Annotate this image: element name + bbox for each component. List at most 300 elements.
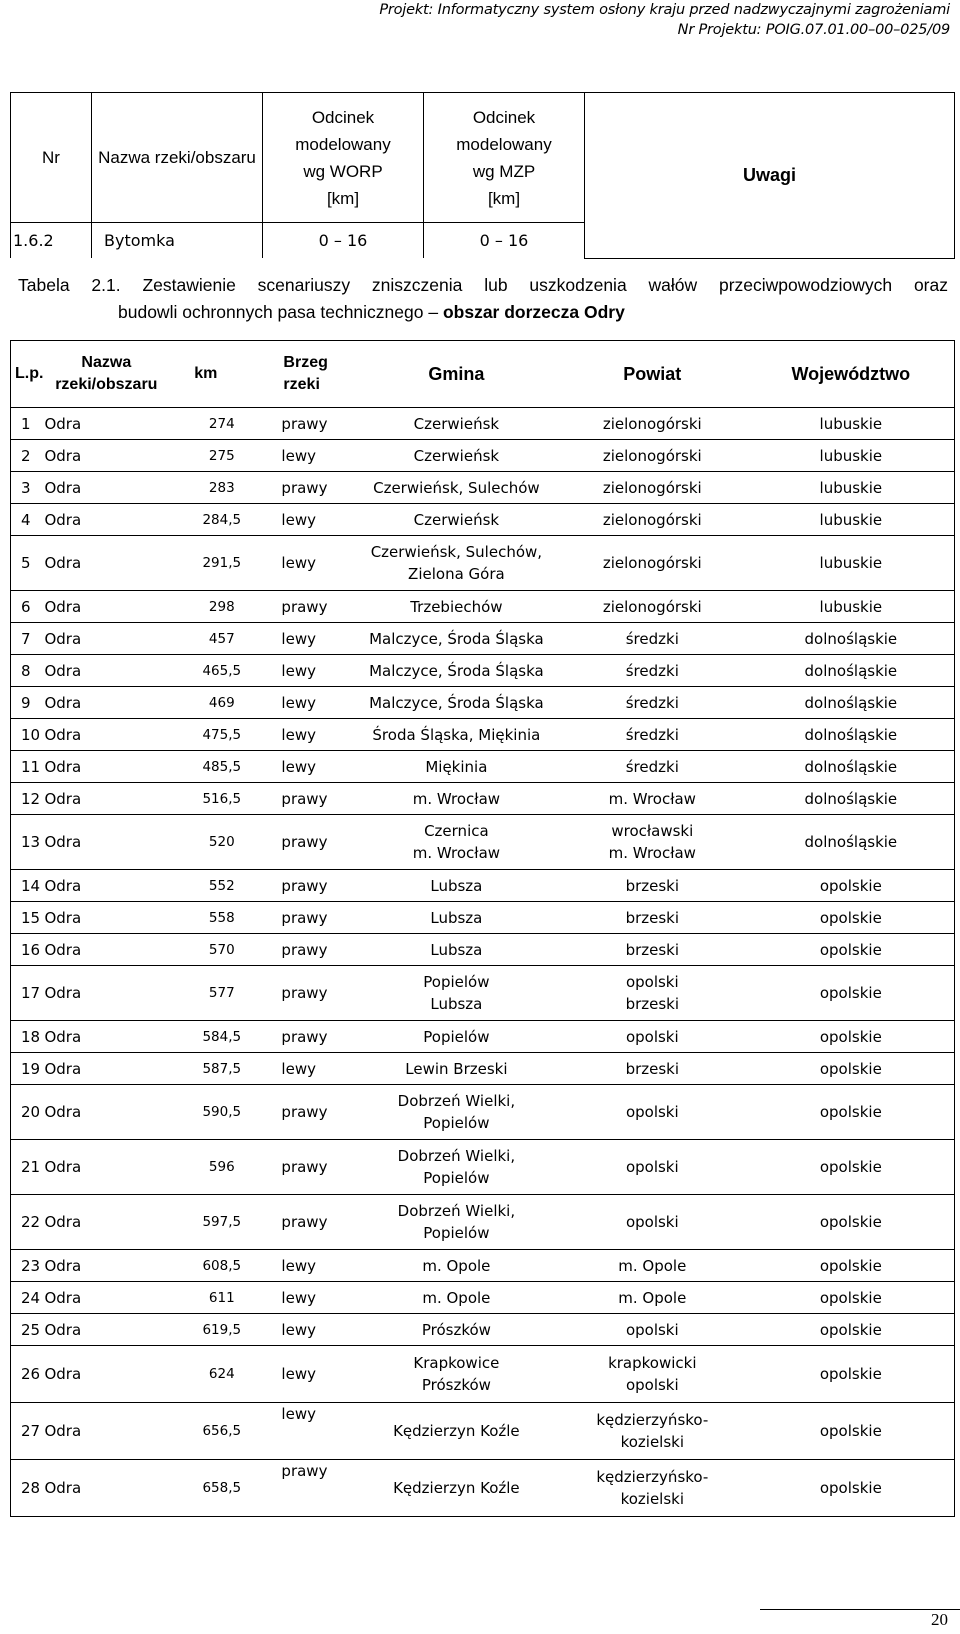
cell-wojewodztwo: lubuskie [748, 536, 955, 591]
cell-rzeka: Odra [44, 687, 168, 719]
cell-gmina-line: m. Wrocław [412, 789, 501, 808]
cell-powiat-line: brzeski [625, 995, 680, 1013]
cell-brzeg: prawy [275, 408, 355, 440]
caption-label: Tabela 2.1. [18, 275, 121, 295]
cell-gmina-line: Czerwieńsk [413, 510, 500, 529]
cell-brzeg: lewy [275, 440, 355, 472]
cell-gmina-line: Zielona Góra [408, 565, 505, 583]
cell-gmina-line: Trzebiechów [410, 597, 503, 616]
cell-km: 516,5 [168, 783, 275, 815]
cell-powiat-line: zielonogórski [602, 510, 702, 529]
cell-powiat [557, 1140, 748, 1195]
cell-powiat [557, 902, 748, 934]
cell-gmina [356, 751, 557, 783]
cell-brzeg: lewy [275, 1346, 355, 1403]
table-row [11, 1085, 955, 1140]
table-row [11, 902, 955, 934]
table-row [11, 1053, 955, 1085]
cell-brzeg: prawy [275, 815, 355, 870]
cell-gmina-line: Czerwieńsk [413, 414, 500, 433]
table-row [11, 1403, 955, 1460]
table-row [11, 536, 955, 591]
cell-gmina [356, 504, 557, 536]
col-worp-line: Odcinek [311, 107, 375, 127]
cell-powiat-line: m. Opole [618, 1256, 687, 1275]
cell-rzeka: Odra [44, 1140, 168, 1195]
table-row [11, 1346, 955, 1403]
cell-gmina-line: Krapkowice [413, 1354, 500, 1372]
cell-rzeka: Odra [44, 504, 168, 536]
cell-brzeg: lewy [275, 719, 355, 751]
cell-powiat [557, 934, 748, 966]
cell-gmina [356, 1346, 557, 1403]
cell-powiat [557, 966, 748, 1021]
cell-km: 624 [168, 1346, 275, 1403]
cell-gmina-line: Lubsza [430, 940, 483, 959]
header-nazwa-line: rzeki/obszaru [55, 376, 158, 393]
cell-powiat-line: opolski [625, 1213, 679, 1231]
cell-brzeg: lewy [275, 1053, 355, 1085]
cell-km: 608,5 [168, 1250, 275, 1282]
cell-powiat-line: średzki [625, 725, 679, 744]
table-row [11, 687, 955, 719]
cell-powiat [557, 870, 748, 902]
cell-wojewodztwo: dolnośląskie [748, 719, 955, 751]
row-nazwa: Bytomka [92, 223, 263, 259]
cell-powiat-line: kozielski [620, 1490, 685, 1508]
cell-gmina [356, 472, 557, 504]
cell-gmina [356, 408, 557, 440]
cell-rzeka: Odra [44, 751, 168, 783]
cell-lp: 5 [11, 536, 45, 591]
header-lp: L.p. [11, 341, 45, 408]
cell-wojewodztwo: opolskie [748, 1140, 955, 1195]
cell-gmina-line: Lubsza [430, 995, 483, 1013]
cell-powiat-line: średzki [625, 661, 679, 680]
cell-km: 570 [168, 934, 275, 966]
cell-brzeg: lewy [275, 504, 355, 536]
cell-gmina-line: Dobrzeń Wielki, [397, 1202, 516, 1220]
cell-wojewodztwo: opolskie [748, 966, 955, 1021]
header-brzeg-line: rzeki [283, 376, 320, 393]
cell-gmina-line: m. Opole [422, 1288, 491, 1307]
cell-rzeka: Odra [44, 408, 168, 440]
cell-powiat [557, 719, 748, 751]
cell-wojewodztwo: dolnośląskie [748, 623, 955, 655]
cell-rzeka: Odra [44, 1053, 168, 1085]
header-nazwa [44, 341, 168, 408]
cell-km: 611 [168, 1282, 275, 1314]
col-worp [263, 93, 424, 223]
cell-powiat-line: średzki [625, 757, 679, 776]
cell-wojewodztwo: opolskie [748, 1460, 955, 1517]
cell-powiat-line: średzki [625, 629, 679, 648]
cell-rzeka: Odra [44, 472, 168, 504]
cell-gmina [356, 440, 557, 472]
cell-km: 658,5 [168, 1460, 275, 1517]
table-row [11, 472, 955, 504]
table-row [11, 440, 955, 472]
cell-wojewodztwo: dolnośląskie [748, 687, 955, 719]
table-row [11, 1195, 955, 1250]
cell-km: 552 [168, 870, 275, 902]
table-row [11, 1021, 955, 1053]
table-caption [18, 272, 948, 326]
cell-lp: 13 [11, 815, 45, 870]
cell-wojewodztwo: lubuskie [748, 472, 955, 504]
cell-brzeg: prawy [275, 591, 355, 623]
page-header [379, 0, 950, 40]
cell-powiat [557, 1053, 748, 1085]
cell-powiat-line: wrocławski [611, 822, 694, 840]
cell-gmina-line: Popielów [423, 1114, 490, 1132]
cell-powiat [557, 408, 748, 440]
col-mzp-line: [km] [487, 188, 521, 208]
cell-rzeka: Odra [44, 1314, 168, 1346]
cell-gmina [356, 902, 557, 934]
cell-gmina-line: Popielów [423, 973, 490, 991]
cell-wojewodztwo: dolnośląskie [748, 655, 955, 687]
cell-powiat-line: opolski [625, 1158, 679, 1176]
cell-km: 485,5 [168, 751, 275, 783]
cell-gmina-line: Prószków [421, 1320, 491, 1339]
cell-gmina-line: Czerwieńsk, Sulechów [373, 478, 540, 497]
col-mzp-line: wg MZP [472, 161, 536, 181]
cell-brzeg: lewy [275, 1250, 355, 1282]
cell-km: 577 [168, 966, 275, 1021]
cell-brzeg: prawy [275, 1140, 355, 1195]
table-row [11, 1314, 955, 1346]
cell-km: 558 [168, 902, 275, 934]
cell-brzeg: lewy [275, 1403, 355, 1460]
cell-gmina-line: Popielów [423, 1027, 490, 1046]
cell-gmina [356, 687, 557, 719]
caption-bold: obszar dorzecza Odry [442, 302, 625, 322]
table-row [11, 655, 955, 687]
cell-km: 584,5 [168, 1021, 275, 1053]
header-brzeg [275, 341, 355, 408]
cell-wojewodztwo: opolskie [748, 1085, 955, 1140]
cell-rzeka: Odra [44, 623, 168, 655]
header-wojewodztwo: Województwo [748, 341, 955, 408]
cell-gmina-line: Czerwieńsk [413, 446, 500, 465]
col-worp-line: [km] [326, 188, 360, 208]
caption-text: Zestawienie scenariuszy zniszczenia lub uszkodzenia wałów przeciwpowodziowych oraz [120, 275, 948, 295]
cell-wojewodztwo: dolnośląskie [748, 783, 955, 815]
cell-rzeka: Odra [44, 1346, 168, 1403]
cell-rzeka: Odra [44, 1282, 168, 1314]
cell-powiat [557, 440, 748, 472]
cell-gmina [356, 591, 557, 623]
cell-rzeka: Odra [44, 815, 168, 870]
cell-km: 298 [168, 591, 275, 623]
cell-powiat [557, 1460, 748, 1517]
cell-gmina-line: Czerwieńsk, Sulechów, [370, 543, 543, 561]
cell-km: 469 [168, 687, 275, 719]
cell-brzeg: prawy [275, 1195, 355, 1250]
table-row [11, 870, 955, 902]
cell-gmina-line: Popielów [423, 1224, 490, 1242]
cell-gmina-line: Lubsza [430, 876, 483, 895]
cell-powiat-line: opolski [625, 1103, 679, 1121]
cell-powiat [557, 1085, 748, 1140]
cell-lp: 25 [11, 1314, 45, 1346]
cell-powiat-line: zielonogórski [602, 446, 702, 465]
cell-km: 587,5 [168, 1053, 275, 1085]
cell-lp: 17 [11, 966, 45, 1021]
header-project-number: Nr Projektu: POIG.07.01.00–00–025/09 [677, 22, 950, 38]
cell-lp: 2 [11, 440, 45, 472]
table-row [11, 815, 955, 870]
cell-lp: 16 [11, 934, 45, 966]
table-row [11, 623, 955, 655]
cell-wojewodztwo: lubuskie [748, 440, 955, 472]
cell-wojewodztwo: opolskie [748, 902, 955, 934]
table-row [11, 504, 955, 536]
river-segment-table [10, 92, 955, 259]
cell-brzeg: prawy [275, 870, 355, 902]
cell-gmina [356, 623, 557, 655]
cell-powiat [557, 1282, 748, 1314]
cell-powiat [557, 1195, 748, 1250]
cell-gmina-line: Miękinia [425, 757, 488, 776]
cell-brzeg: prawy [275, 934, 355, 966]
cell-powiat-line: kędzierzyńsko- [596, 1411, 709, 1429]
cell-powiat-line: zielonogórski [602, 478, 702, 497]
cell-rzeka: Odra [44, 934, 168, 966]
cell-powiat-line: brzeski [625, 1059, 680, 1078]
cell-gmina-line: Prószków [421, 1376, 491, 1394]
cell-powiat-line: kozielski [620, 1433, 685, 1451]
cell-powiat [557, 623, 748, 655]
cell-gmina [356, 1085, 557, 1140]
cell-brzeg: prawy [275, 783, 355, 815]
cell-powiat [557, 536, 748, 591]
cell-lp: 8 [11, 655, 45, 687]
cell-powiat-line: opolski [625, 1320, 679, 1339]
cell-km: 284,5 [168, 504, 275, 536]
cell-powiat [557, 1403, 748, 1460]
cell-rzeka: Odra [44, 536, 168, 591]
table-row [11, 1282, 955, 1314]
cell-gmina-line: m. Opole [422, 1256, 491, 1275]
cell-lp: 9 [11, 687, 45, 719]
caption-text-2: budowli ochronnych pasa technicznego – [118, 302, 443, 322]
cell-rzeka: Odra [44, 1195, 168, 1250]
cell-km: 475,5 [168, 719, 275, 751]
cell-lp: 28 [11, 1460, 45, 1517]
cell-powiat [557, 1021, 748, 1053]
cell-brzeg: prawy [275, 902, 355, 934]
row-worp: 0 – 16 [263, 223, 424, 259]
cell-km: 596 [168, 1140, 275, 1195]
cell-rzeka: Odra [44, 1021, 168, 1053]
page-number: 20 [931, 1610, 948, 1629]
cell-powiat-line: m. Opole [618, 1288, 687, 1307]
cell-powiat [557, 655, 748, 687]
cell-lp: 7 [11, 623, 45, 655]
cell-rzeka: Odra [44, 1085, 168, 1140]
cell-km: 520 [168, 815, 275, 870]
cell-rzeka: Odra [44, 1250, 168, 1282]
cell-lp: 15 [11, 902, 45, 934]
cell-gmina [356, 934, 557, 966]
cell-brzeg: prawy [275, 472, 355, 504]
cell-wojewodztwo: opolskie [748, 1282, 955, 1314]
cell-lp: 26 [11, 1346, 45, 1403]
cell-km: 590,5 [168, 1085, 275, 1140]
header-gmina: Gmina [356, 341, 557, 408]
cell-wojewodztwo: lubuskie [748, 408, 955, 440]
cell-powiat [557, 815, 748, 870]
cell-gmina-line: Dobrzeń Wielki, [397, 1092, 516, 1110]
cell-rzeka: Odra [44, 783, 168, 815]
cell-gmina [356, 1403, 557, 1460]
cell-powiat [557, 591, 748, 623]
cell-wojewodztwo: opolskie [748, 934, 955, 966]
cell-lp: 3 [11, 472, 45, 504]
cell-gmina [356, 783, 557, 815]
cell-brzeg: lewy [275, 623, 355, 655]
footer-rule [760, 1609, 960, 1610]
row-mzp: 0 – 16 [424, 223, 585, 259]
cell-brzeg: prawy [275, 1085, 355, 1140]
cell-wojewodztwo: lubuskie [748, 504, 955, 536]
table-row [11, 1460, 955, 1517]
cell-powiat-line: kędzierzyńsko- [596, 1468, 709, 1486]
cell-powiat [557, 687, 748, 719]
cell-lp: 22 [11, 1195, 45, 1250]
cell-gmina [356, 1282, 557, 1314]
cell-gmina [356, 1053, 557, 1085]
cell-km: 291,5 [168, 536, 275, 591]
cell-powiat [557, 1250, 748, 1282]
cell-wojewodztwo: opolskie [748, 1250, 955, 1282]
col-mzp-line: Odcinek [472, 107, 536, 127]
cell-wojewodztwo: dolnośląskie [748, 815, 955, 870]
cell-gmina [356, 536, 557, 591]
cell-lp: 4 [11, 504, 45, 536]
cell-lp: 11 [11, 751, 45, 783]
cell-wojewodztwo: opolskie [748, 870, 955, 902]
cell-gmina-line: Malczyce, Środa Śląska [369, 629, 544, 648]
cell-rzeka: Odra [44, 1403, 168, 1460]
cell-gmina-line: Kędzierzyn Koźle [393, 1479, 520, 1497]
cell-gmina [356, 1195, 557, 1250]
cell-wojewodztwo: opolskie [748, 1195, 955, 1250]
cell-rzeka: Odra [44, 591, 168, 623]
table-row [11, 1250, 955, 1282]
cell-brzeg: lewy [275, 1314, 355, 1346]
cell-wojewodztwo: lubuskie [748, 591, 955, 623]
cell-gmina [356, 1460, 557, 1517]
cell-powiat-line: opolski [625, 973, 679, 991]
cell-brzeg: prawy [275, 1021, 355, 1053]
header-brzeg-line: Brzeg [283, 354, 328, 371]
col-mzp-line: modelowany [456, 134, 552, 154]
col-uwagi: Uwagi [585, 93, 955, 259]
cell-gmina [356, 1250, 557, 1282]
cell-powiat-line: brzeski [625, 940, 680, 959]
cell-gmina [356, 655, 557, 687]
cell-powiat-line: m. Wrocław [608, 844, 696, 862]
cell-gmina [356, 719, 557, 751]
cell-gmina-line: Środa Śląska, Miękinia [372, 725, 541, 744]
cell-brzeg: prawy [275, 1460, 355, 1517]
cell-gmina-line: Kędzierzyn Koźle [393, 1422, 520, 1440]
cell-km: 457 [168, 623, 275, 655]
table-row [11, 1140, 955, 1195]
cell-powiat [557, 472, 748, 504]
cell-lp: 23 [11, 1250, 45, 1282]
cell-lp: 12 [11, 783, 45, 815]
cell-lp: 18 [11, 1021, 45, 1053]
cell-gmina-line: Malczyce, Środa Śląska [369, 693, 544, 712]
col-nr: Nr [11, 93, 92, 223]
row-nr: 1.6.2 [11, 223, 92, 259]
cell-powiat-line: krapkowicki [608, 1354, 697, 1372]
cell-gmina-line: Popielów [423, 1169, 490, 1187]
cell-powiat-line: średzki [625, 693, 679, 712]
cell-km: 275 [168, 440, 275, 472]
cell-powiat [557, 783, 748, 815]
table-row [11, 783, 955, 815]
cell-powiat-line: opolski [625, 1376, 679, 1394]
cell-lp: 21 [11, 1140, 45, 1195]
cell-lp: 6 [11, 591, 45, 623]
cell-powiat [557, 751, 748, 783]
cell-wojewodztwo: opolskie [748, 1346, 955, 1403]
scenario-table-body [11, 408, 955, 1517]
cell-gmina [356, 1314, 557, 1346]
header-km: km [168, 341, 275, 408]
table-row [11, 751, 955, 783]
cell-powiat [557, 1346, 748, 1403]
cell-powiat [557, 504, 748, 536]
cell-gmina [356, 1140, 557, 1195]
header-powiat: Powiat [557, 341, 748, 408]
cell-lp: 24 [11, 1282, 45, 1314]
col-nazwa: Nazwa rzeki/obszaru [92, 93, 263, 223]
cell-gmina-line: m. Wrocław [412, 844, 501, 862]
cell-wojewodztwo: opolskie [748, 1314, 955, 1346]
cell-gmina-line: Czernica [424, 822, 489, 840]
cell-brzeg: lewy [275, 1282, 355, 1314]
cell-km: 619,5 [168, 1314, 275, 1346]
cell-rzeka: Odra [44, 655, 168, 687]
cell-rzeka: Odra [44, 966, 168, 1021]
cell-km: 465,5 [168, 655, 275, 687]
cell-gmina [356, 966, 557, 1021]
cell-powiat-line: opolski [625, 1027, 679, 1046]
cell-gmina-line: Dobrzeń Wielki, [397, 1147, 516, 1165]
header-nazwa-line: Nazwa [81, 354, 132, 371]
cell-lp: 19 [11, 1053, 45, 1085]
cell-lp: 10 [11, 719, 45, 751]
cell-wojewodztwo: opolskie [748, 1403, 955, 1460]
cell-powiat-line: zielonogórski [602, 554, 702, 572]
cell-brzeg: prawy [275, 966, 355, 1021]
cell-brzeg: lewy [275, 751, 355, 783]
table-row [11, 966, 955, 1021]
cell-gmina-line: Lubsza [430, 908, 483, 927]
cell-lp: 20 [11, 1085, 45, 1140]
col-mzp [424, 93, 585, 223]
cell-km: 274 [168, 408, 275, 440]
table-row [11, 408, 955, 440]
cell-gmina [356, 1021, 557, 1053]
cell-rzeka: Odra [44, 719, 168, 751]
